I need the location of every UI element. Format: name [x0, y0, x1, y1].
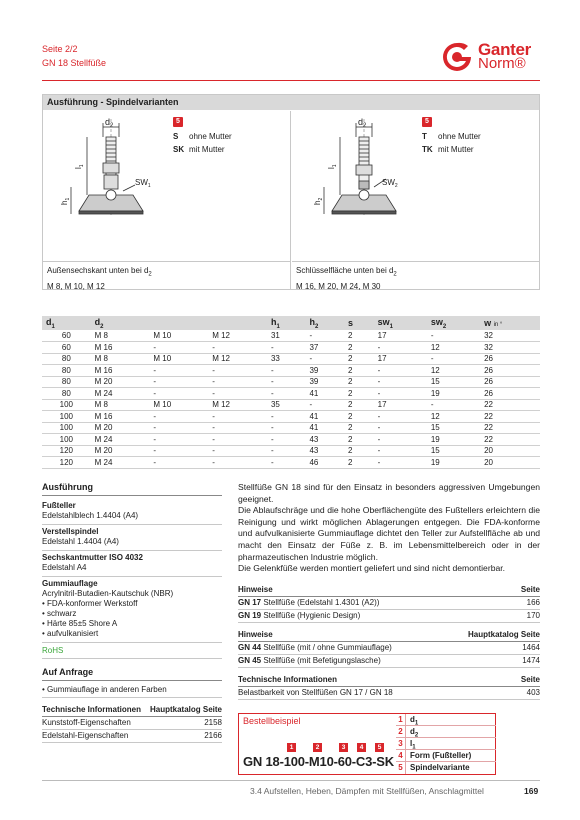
table-cell: - [374, 445, 427, 457]
specs-title: Ausführung [42, 482, 222, 496]
svg-text:d2: $d_2$ [358, 117, 367, 129]
table-cell: 19 [427, 388, 480, 400]
order-badge-4: 4 [357, 743, 366, 752]
request-item: • Gummiauflage in anderen Farben [42, 684, 222, 698]
table-cell: 2 [344, 342, 374, 354]
table-cell: 2 [344, 434, 374, 446]
variant-badge: 5 [422, 117, 432, 127]
spec-line: Edelstahl A4 [42, 563, 87, 572]
table-cell: - [427, 330, 480, 342]
table-cell: - [374, 376, 427, 388]
table-cell: 15 [427, 422, 480, 434]
svg-text:l1: $l_1$ [74, 164, 85, 169]
table-cell: 2 [344, 388, 374, 400]
table-cell: 120 [42, 457, 91, 469]
table-cell: - [208, 365, 267, 377]
variant-badge: 5 [173, 117, 183, 127]
dimension-header-cell: w in ° [480, 316, 540, 330]
table-cell: - [374, 342, 427, 354]
table-cell: 37 [305, 342, 344, 354]
variant-s-footnote: Außensechskant unten bei $d_2$ M 8, M 10, M 12 [43, 261, 290, 289]
table-cell: 2 [344, 376, 374, 388]
table-cell: - [149, 445, 208, 457]
table-cell: - [149, 365, 208, 377]
table-cell: 100 [42, 434, 91, 446]
table-cell: M 12 [208, 330, 267, 342]
table-row [42, 342, 540, 354]
order-legend-row: 2 $d_2$ [396, 726, 496, 738]
table-cell: 22 [480, 422, 540, 434]
order-badge-2: 2 [313, 743, 322, 752]
table-cell: - [149, 342, 208, 354]
table-row [42, 388, 540, 400]
order-example [238, 713, 496, 775]
table-cell: 12 [427, 365, 480, 377]
hint-row: GN 44 Stellfüße (mit / ohne Gummiauflage) 1464 [238, 642, 540, 655]
order-legend-row: 4 Form (Fußteller) [396, 750, 496, 762]
table-row [42, 330, 540, 342]
hint-row: GN 45 Stellfüße (mit Befetigungslasche) 1474 [238, 655, 540, 668]
spec-line: • FDA-konformer Werkstoff [42, 599, 138, 608]
table-cell: 22 [480, 411, 540, 423]
table-cell: 12 [427, 342, 480, 354]
table-cell: - [149, 434, 208, 446]
ganter-logo-icon [440, 40, 474, 74]
table-cell: 100 [42, 422, 91, 434]
spec-label: Gummiauflage [42, 579, 98, 588]
variant-option-sk: SK mit Mutter [173, 145, 225, 154]
table-cell: - [208, 376, 267, 388]
table-cell: 2 [344, 399, 374, 411]
table-cell: 32 [480, 342, 540, 354]
hints-table-2: Hinweise Hauptkatalog Seite GN 44 Stellfüße (mit / ohne Gummiauflage) 1464 GN 45 Stellfüße (mit Befetigungslasche) 1474 [238, 629, 540, 668]
table-cell: M 8 [91, 353, 150, 365]
table-cell: 41 [305, 411, 344, 423]
spec-line: Edelstahl 1.4404 (A4) [42, 537, 119, 546]
product-description [238, 482, 540, 575]
variant-option-tk: TK mit Mutter [422, 145, 474, 154]
page-indicator: Seite 2/2 [42, 44, 78, 54]
variant-t-drawing [302, 115, 412, 231]
table-cell: 41 [305, 422, 344, 434]
table-cell: 60 [42, 330, 91, 342]
tech-info-row: Kunststoff-Eigenschaften 2158 [42, 717, 222, 730]
table-cell: 2 [344, 445, 374, 457]
table-cell: 2 [344, 353, 374, 365]
variant-option-t: T ohne Mutter [422, 132, 481, 141]
table-cell: - [149, 457, 208, 469]
order-code: GN 18-100-M10-60-C3-SK [243, 754, 394, 769]
table-cell: M 24 [91, 388, 150, 400]
table-cell: - [267, 388, 306, 400]
table-cell: 15 [427, 445, 480, 457]
table-cell: 39 [305, 365, 344, 377]
variant-option-s: S ohne Mutter [173, 132, 232, 141]
spec-label: Sechskantmutter ISO 4032 [42, 553, 143, 562]
dimension-header-cell: $sw_1$ [374, 316, 427, 330]
table-cell: - [208, 457, 267, 469]
table-cell: 17 [374, 330, 427, 342]
dimension-header-cell: $h_1$ [267, 316, 306, 330]
table-cell: - [149, 376, 208, 388]
brand-line1: Ganter [478, 40, 531, 59]
table-cell: - [305, 353, 344, 365]
footer-divider [42, 780, 540, 781]
description-p2: Die Ablaufschräge und die hohe Oberflächengüte des Fußtellers erleichtern die Reinigung und wirkt möglichen Ablagerungen entgegen. Die FDA-konforme und aufvulkanisierte Gummiauflage dichtet den Teller zur Aufstellfläche ab und macht den Einsatz der Füße z. B. im Lebensmittelbereich oder in der pharmazeutischen Industrie möglich. [238, 505, 540, 562]
table-row [42, 365, 540, 377]
table-cell: 2 [344, 457, 374, 469]
table-cell: 26 [480, 388, 540, 400]
spec-block [42, 577, 222, 643]
table-cell: 26 [480, 353, 540, 365]
table-cell: - [427, 353, 480, 365]
table-cell: M 12 [208, 353, 267, 365]
page-header [42, 42, 106, 70]
table-cell: - [374, 422, 427, 434]
footer-chapter: 3.4 Aufstellen, Heben, Dämpfen mit Stellfüßen, Anschlagmittel [250, 786, 484, 796]
spec-line: • aufvulkanisiert [42, 629, 99, 638]
table-cell: M 10 [149, 353, 208, 365]
table-cell: - [267, 365, 306, 377]
description-p1: Stellfüße GN 18 sind für den Einsatz in besonders aggressiven Umgebungen geeignet. [238, 482, 540, 504]
variants-title: Ausführung - Spindelvarianten [43, 95, 539, 110]
table-cell: - [374, 365, 427, 377]
table-cell: 35 [267, 399, 306, 411]
table-cell: - [149, 411, 208, 423]
table-cell: 26 [480, 376, 540, 388]
table-cell: M 16 [91, 342, 150, 354]
table-cell: M 16 [91, 411, 150, 423]
dimension-table-body [42, 330, 540, 468]
table-cell: - [267, 434, 306, 446]
hint-row: GN 19 Stellfüße (Hygienic Design) 170 [238, 610, 540, 623]
variant-t-footnote: Schlüsselfläche unten bei $d_2$ M 16, M 20, M 24, M 30 [292, 261, 540, 289]
table-cell: 100 [42, 399, 91, 411]
hint-row: Belastbarkeit von Stellfüßen GN 17 / GN 18 403 [238, 687, 540, 700]
table-cell: - [208, 342, 267, 354]
table-cell: - [374, 411, 427, 423]
spec-block [42, 551, 222, 577]
table-cell: M 24 [91, 457, 150, 469]
svg-text:h2: $h_2$ [313, 197, 324, 205]
dimension-table [42, 316, 540, 469]
ganter-logo [440, 40, 540, 74]
table-cell: - [305, 399, 344, 411]
table-cell: M 20 [91, 422, 150, 434]
variant-s-drawing [53, 115, 163, 231]
spec-block [42, 499, 222, 525]
spec-line: Acrylnitril-Butadien-Kautschuk (NBR) [42, 589, 174, 598]
tech-info-row: Edelstahl-Eigenschaften 2166 [42, 730, 222, 743]
table-cell: 22 [480, 399, 540, 411]
table-cell: M 12 [208, 399, 267, 411]
table-cell: 80 [42, 353, 91, 365]
tech-info-header: Technische Informationen Hauptkatalog Seite [42, 704, 222, 717]
table-row [42, 422, 540, 434]
table-cell: 19 [427, 457, 480, 469]
table-cell: - [267, 422, 306, 434]
spec-line: Edelstahlblech 1.4404 (A4) [42, 511, 139, 520]
table-cell: 31 [267, 330, 306, 342]
table-cell: M 16 [91, 365, 150, 377]
dimension-header-cell: $h_2$ [305, 316, 344, 330]
order-badge-1: 1 [287, 743, 296, 752]
table-cell: - [208, 388, 267, 400]
table-cell: 12 [427, 411, 480, 423]
svg-text:h1: $h_1$ [60, 197, 71, 205]
dimension-header-cell [208, 316, 267, 330]
table-cell: - [149, 388, 208, 400]
header-divider [42, 80, 540, 81]
spec-block [42, 525, 222, 551]
rohs-label: RoHS [42, 643, 222, 659]
table-cell: 39 [305, 376, 344, 388]
table-cell: - [267, 457, 306, 469]
table-cell: 80 [42, 365, 91, 377]
table-row [42, 434, 540, 446]
table-cell: 41 [305, 388, 344, 400]
table-row [42, 376, 540, 388]
dimension-header-cell: $d_1$ [42, 316, 91, 330]
table-cell: M 8 [91, 330, 150, 342]
table-cell: 20 [480, 457, 540, 469]
table-cell: 46 [305, 457, 344, 469]
specs-column [42, 482, 222, 743]
order-legend-row: 3 $l_1$ [396, 738, 496, 750]
table-cell: M 20 [91, 376, 150, 388]
table-row [42, 411, 540, 423]
table-cell: 80 [42, 388, 91, 400]
spec-label: Verstellspindel [42, 527, 99, 536]
table-cell: - [267, 342, 306, 354]
spec-line: • schwarz [42, 609, 77, 618]
page-number: 169 [524, 786, 539, 796]
order-legend [396, 714, 496, 774]
spec-line: • Härte 85±5 Shore A [42, 619, 118, 628]
variant-t-column [292, 111, 540, 289]
table-cell: 22 [480, 434, 540, 446]
table-cell: - [374, 457, 427, 469]
table-cell: 17 [374, 353, 427, 365]
hint-row: GN 17 Stellfüße (Edelstahl 1.4301 (A2)) 166 [238, 597, 540, 610]
description-p3: Die Gelenkfüße werden montiert geliefert und sind nicht demontierbar. [238, 563, 506, 574]
svg-text:SW2: $SW_2$ [382, 178, 398, 189]
dimension-table-header [42, 316, 540, 330]
dimension-header-cell: $sw_2$ [427, 316, 480, 330]
table-cell: 2 [344, 422, 374, 434]
dimension-header-cell [149, 316, 208, 330]
table-cell: - [267, 376, 306, 388]
table-cell: 43 [305, 434, 344, 446]
table-cell: 15 [427, 376, 480, 388]
variant-s-column [43, 111, 291, 289]
table-cell: 33 [267, 353, 306, 365]
table-cell: M 8 [91, 399, 150, 411]
table-cell: M 24 [91, 434, 150, 446]
table-cell: 43 [305, 445, 344, 457]
table-cell: - [208, 422, 267, 434]
table-cell: - [267, 445, 306, 457]
table-row [42, 457, 540, 469]
hints-table-1: Hinweise Seite GN 17 Stellfüße (Edelstahl 1.4301 (A2)) 166 GN 19 Stellfüße (Hygienic Design) 170 [238, 584, 540, 623]
table-row [42, 445, 540, 457]
table-cell: - [208, 411, 267, 423]
table-cell: 2 [344, 330, 374, 342]
table-cell: 32 [480, 330, 540, 342]
order-badge-5: 5 [375, 743, 384, 752]
table-cell: 120 [42, 445, 91, 457]
table-cell: - [208, 434, 267, 446]
table-cell: M 10 [149, 330, 208, 342]
hints-table-3: Technische Informationen Seite Belastbarkeit von Stellfüßen GN 17 / GN 18 403 [238, 674, 540, 700]
svg-text:d2: $d_2$ [105, 117, 114, 129]
table-cell: 60 [42, 342, 91, 354]
table-cell: 26 [480, 365, 540, 377]
table-cell: M 20 [91, 445, 150, 457]
dimension-header-cell: $d_2$ [91, 316, 150, 330]
dimension-header-cell: s [344, 316, 374, 330]
order-legend-row: 1 $d_1$ [396, 714, 496, 726]
order-badge-3: 3 [339, 743, 348, 752]
hints-section [238, 584, 540, 706]
table-cell: M 10 [149, 399, 208, 411]
request-title: Auf Anfrage [42, 667, 222, 681]
order-title: Bestellbeispiel [243, 716, 301, 726]
table-cell: - [374, 388, 427, 400]
table-cell: - [374, 434, 427, 446]
table-cell: - [208, 445, 267, 457]
table-cell: 2 [344, 365, 374, 377]
table-cell: - [427, 399, 480, 411]
table-cell: 17 [374, 399, 427, 411]
svg-text:l1: $l_1$ [327, 164, 338, 169]
table-cell: 20 [480, 445, 540, 457]
table-cell: 2 [344, 411, 374, 423]
order-legend-row: 5 Spindelvariante [396, 762, 496, 774]
table-cell: - [149, 422, 208, 434]
table-cell: 19 [427, 434, 480, 446]
table-cell: - [267, 411, 306, 423]
table-cell: 100 [42, 411, 91, 423]
spec-label: Fußteller [42, 501, 76, 510]
spindle-variants-panel [42, 94, 540, 290]
table-cell: - [305, 330, 344, 342]
brand-line2: Norm® [478, 55, 526, 72]
table-cell: 80 [42, 376, 91, 388]
table-row [42, 353, 540, 365]
product-name: GN 18 Stellfüße [42, 58, 107, 68]
table-row [42, 399, 540, 411]
svg-text:SW1: $SW_1$ [135, 178, 151, 189]
